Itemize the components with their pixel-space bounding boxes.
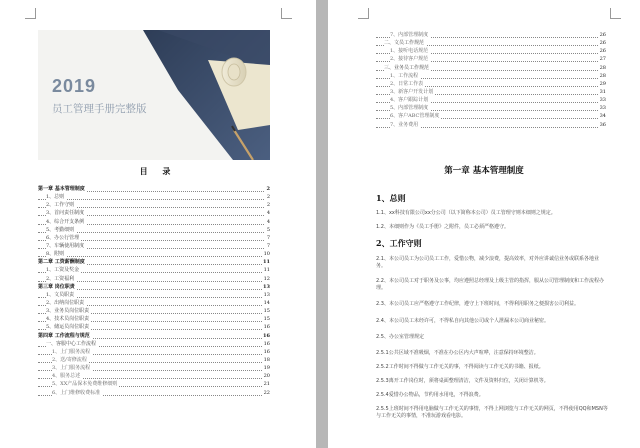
paragraph: 2.5.2工作时间不得做与工作无关的事，不得阅读与工作无关的书籍、报纸。 — [376, 364, 544, 370]
toc-entry[interactable] — [38, 323, 270, 331]
toc-entry-page: 21 — [263, 381, 270, 388]
toc-entry-text: 二、文员工作规范 — [384, 40, 425, 47]
toc-entry-page: 18 — [263, 356, 270, 363]
crop-mark — [610, 8, 621, 19]
right-page — [328, 0, 640, 448]
toc-entry-page: 26 — [599, 40, 606, 47]
toc-entry[interactable] — [38, 299, 270, 307]
toc-entry[interactable] — [38, 201, 270, 209]
toc-entry[interactable] — [38, 315, 270, 323]
toc-entry[interactable] — [38, 242, 270, 250]
toc-entry[interactable] — [376, 80, 606, 88]
toc-entry-page: 2 — [266, 194, 270, 201]
toc-entry-page: 5 — [266, 226, 270, 233]
toc-entry-text: 5、内部管理制度 — [390, 105, 429, 112]
paragraph: 2.5.4爱惜办公物品，节约用水用电，不得浪费。 — [376, 392, 484, 398]
toc-entry-text: 第三章 岗位职责 — [38, 283, 75, 290]
paragraph: 2.2、本公司员工对于职务及公事，均应遵照总经理及上级主管的指挥，服从公司管理制度和工作流程办理。 — [376, 278, 604, 291]
toc-entry-text: 1、上门服务流程 — [52, 348, 91, 355]
toc-entry-text: 2、接待客户规范 — [390, 56, 429, 63]
toc-entry[interactable] — [376, 104, 606, 112]
toc-entry-text: 4、客户跟踪计划 — [390, 97, 429, 104]
toc-entry-text: 2、送/寄修流程 — [52, 356, 87, 363]
toc-list-left — [38, 185, 270, 397]
toc-entry-page: 15 — [263, 316, 270, 323]
toc-entry[interactable] — [38, 332, 270, 340]
toc-entry-page: 4 — [266, 218, 270, 225]
toc-entry-text: 7、车辆使用制度 — [46, 242, 85, 249]
toc-entry[interactable] — [38, 389, 270, 397]
toc-entry-page: 16 — [263, 340, 270, 347]
paragraph: 1.1、xx科技有限公司xx分公司（以下简称本公司）员工管理守则本细则之规定。 — [376, 210, 556, 216]
toc-entry-page: 19 — [263, 365, 270, 372]
toc-entry[interactable] — [376, 72, 606, 80]
chapter-heading: 第一章 基本管理制度 — [444, 166, 524, 176]
toc-entry[interactable] — [38, 234, 270, 242]
toc-entry-page: 36 — [599, 121, 606, 128]
toc-entry-page: 11 — [263, 259, 270, 266]
toc-entry-page: 28 — [599, 72, 606, 79]
toc-list-right — [376, 31, 606, 129]
toc-entry-page: 34 — [599, 113, 606, 120]
toc-entry[interactable] — [38, 250, 270, 258]
toc-entry-page: 20 — [263, 373, 270, 380]
toc-entry-text: 三、业务员工作规范 — [384, 64, 430, 71]
toc-entry-page: 16 — [263, 348, 270, 355]
toc-entry-page: 7 — [266, 234, 270, 241]
toc-entry[interactable] — [376, 31, 606, 39]
toc-leader-dots — [38, 256, 264, 257]
toc-entry-page: 2 — [266, 202, 270, 209]
cover-title: 员工管理手册完整版 — [52, 103, 147, 115]
toc-entry-page: 33 — [599, 105, 606, 112]
toc-entry-page: 33 — [599, 97, 606, 104]
toc-entry-text: 2、工作守则 — [46, 202, 75, 209]
toc-entry-text: 1、总则 — [46, 194, 65, 201]
toc-entry-text: 3、上门服务流程 — [52, 365, 91, 372]
toc-entry[interactable] — [38, 372, 270, 380]
toc-entry[interactable] — [38, 218, 270, 226]
paragraph: 2.5.5上班时间不得用电脑做与工作无关的事情，不得上网浏览与工作无关的网页，不得使用QQ和MSN等与工作无关的事情，不准玩游戏看电影。 — [376, 406, 608, 419]
toc-entry-page: 14 — [263, 299, 270, 306]
toc-entry-page: 10 — [263, 251, 270, 258]
toc-entry[interactable] — [38, 340, 270, 348]
toc-entry-page: 26 — [599, 48, 606, 55]
toc-entry-page: 26 — [599, 32, 606, 38]
toc-entry-text: 2、出纳岗位职责 — [46, 299, 85, 306]
crop-mark — [358, 8, 369, 19]
toc-entry-text: 3、业务员岗位职责 — [46, 308, 90, 315]
toc-entry-text: 1、接听电话规范 — [390, 48, 429, 55]
toc-entry-text: 5、XX产品保本免费维修细则 — [52, 381, 118, 388]
toc-entry[interactable] — [376, 55, 606, 63]
toc-entry-text: 4、综合开支条例 — [46, 218, 85, 225]
toc-entry-text: 第四章 工作流程与规范 — [38, 332, 90, 339]
paragraph: 2.5.3离开工作岗位时，须将桌面整理清洁，文件及资料归位，关闭计算机等。 — [376, 378, 549, 384]
toc-entry[interactable] — [38, 380, 270, 388]
toc-entry[interactable] — [38, 291, 270, 299]
toc-entry-page: 12 — [263, 275, 270, 282]
toc-entry[interactable] — [38, 193, 270, 201]
toc-entry-page: 15 — [263, 308, 270, 315]
toc-entry-text: 3、新客户开发计划 — [390, 88, 434, 95]
toc-entry-text: 3、首问责任制度 — [46, 210, 85, 217]
section-heading-work-rules: 2、工作守则 — [376, 238, 422, 248]
toc-entry-text: 1、工资及奖金 — [46, 267, 80, 274]
toc-entry[interactable] — [376, 88, 606, 96]
toc-entry-text: 1、文员职责 — [46, 291, 75, 298]
toc-entry-page: 13 — [263, 283, 270, 290]
toc-entry[interactable] — [38, 226, 270, 234]
toc-entry-page: 4 — [266, 210, 270, 217]
toc-entry[interactable] — [376, 39, 606, 47]
toc-entry[interactable] — [38, 364, 270, 372]
toc-entry-text: 8、附则 — [46, 251, 65, 258]
toc-entry-text: 1、工作流程 — [390, 72, 419, 79]
toc-entry[interactable] — [376, 121, 606, 129]
toc-entry[interactable] — [38, 266, 270, 274]
paragraph: 2.3、本公司员工应严格遵守工作纪律，遵守上下班时间，不得利用职务之便损害公司利益。 — [376, 301, 579, 307]
toc-entry-text: 2、工资福利 — [46, 275, 75, 282]
toc-entry-page: 7 — [266, 242, 270, 249]
cover-image — [38, 30, 270, 160]
toc-entry[interactable] — [376, 112, 606, 120]
toc-entry-text: 6、上门维修收费标准 — [52, 389, 101, 396]
section-heading-general: 1、总则 — [376, 193, 406, 203]
toc-entry-text: 第一章 基本管理制度 — [38, 186, 85, 192]
paragraph: 2.5.1公共区域不准吸烟，不准在办公区内大声喧哗，注意保持环境整洁。 — [376, 350, 539, 356]
toc-entry-text: 2、日常工作表 — [390, 80, 424, 87]
toc-leader-dots — [38, 199, 264, 200]
crop-mark — [25, 8, 36, 19]
toc-entry-text: 4、技术员岗位职责 — [46, 316, 90, 323]
toc-entry[interactable] — [38, 275, 270, 283]
toc-entry-page: 28 — [599, 64, 606, 71]
toc-entry-text: 6、办公行管理 — [46, 234, 80, 241]
toc-entry-text: 7、业务费用 — [390, 121, 419, 128]
toc-entry-text: 一、客服中心工作流程 — [46, 340, 97, 347]
paragraph: 2.4、本公司员工未经许可，不得私自向其他公司或个人泄漏本公司商业秘密。 — [376, 318, 549, 324]
toc-entry-text: 5、考勤细则 — [46, 226, 75, 233]
toc-entry-page: 16 — [263, 324, 270, 331]
toc-entry-text: 4、服务总述 — [52, 373, 81, 380]
left-page — [0, 0, 316, 448]
toc-entry-page: 11 — [263, 267, 270, 274]
toc-entry-page: 31 — [599, 88, 606, 95]
toc-entry-page: 13 — [263, 291, 270, 298]
toc-entry[interactable] — [38, 258, 270, 266]
toc-entry[interactable] — [38, 185, 270, 193]
toc-entry-page: 2 — [266, 186, 270, 192]
toc-entry-text: 7、内部管理制度 — [390, 32, 429, 38]
toc-entry[interactable] — [38, 209, 270, 217]
toc-entry[interactable] — [38, 283, 270, 291]
cover-year: 2019 — [52, 76, 97, 96]
crop-mark — [281, 8, 292, 19]
toc-entry[interactable] — [38, 356, 270, 364]
toc-entry-page: 29 — [599, 80, 606, 87]
paragraph: 2.1、本公司员工为公司员工工作，爱惜公物，减少浪费，提高效率，对外应讲诚信业务或联系各地业务。 — [376, 256, 599, 269]
toc-entry-text: 第二章 工资薪酬制度 — [38, 259, 85, 266]
toc-entry-text: 6、客户ABC管理制度 — [390, 113, 440, 120]
toc-entry-text: 5、储运员岗位职责 — [46, 324, 90, 331]
toc-entry[interactable] — [376, 64, 606, 72]
toc-entry[interactable] — [376, 96, 606, 104]
toc-entry[interactable] — [38, 307, 270, 315]
toc-title: 目 录 — [139, 167, 177, 176]
toc-entry[interactable] — [376, 47, 606, 55]
toc-entry-page: 16 — [263, 332, 270, 339]
paragraph: 1.2、本细则作为《员工手册》之附件，员工必须严格遵守。 — [376, 224, 509, 230]
toc-entry[interactable] — [38, 348, 270, 356]
toc-entry-page: 22 — [263, 389, 270, 396]
toc-entry-page: 27 — [599, 56, 606, 63]
paragraph: 2.5、办公室管理规定 — [376, 334, 424, 340]
